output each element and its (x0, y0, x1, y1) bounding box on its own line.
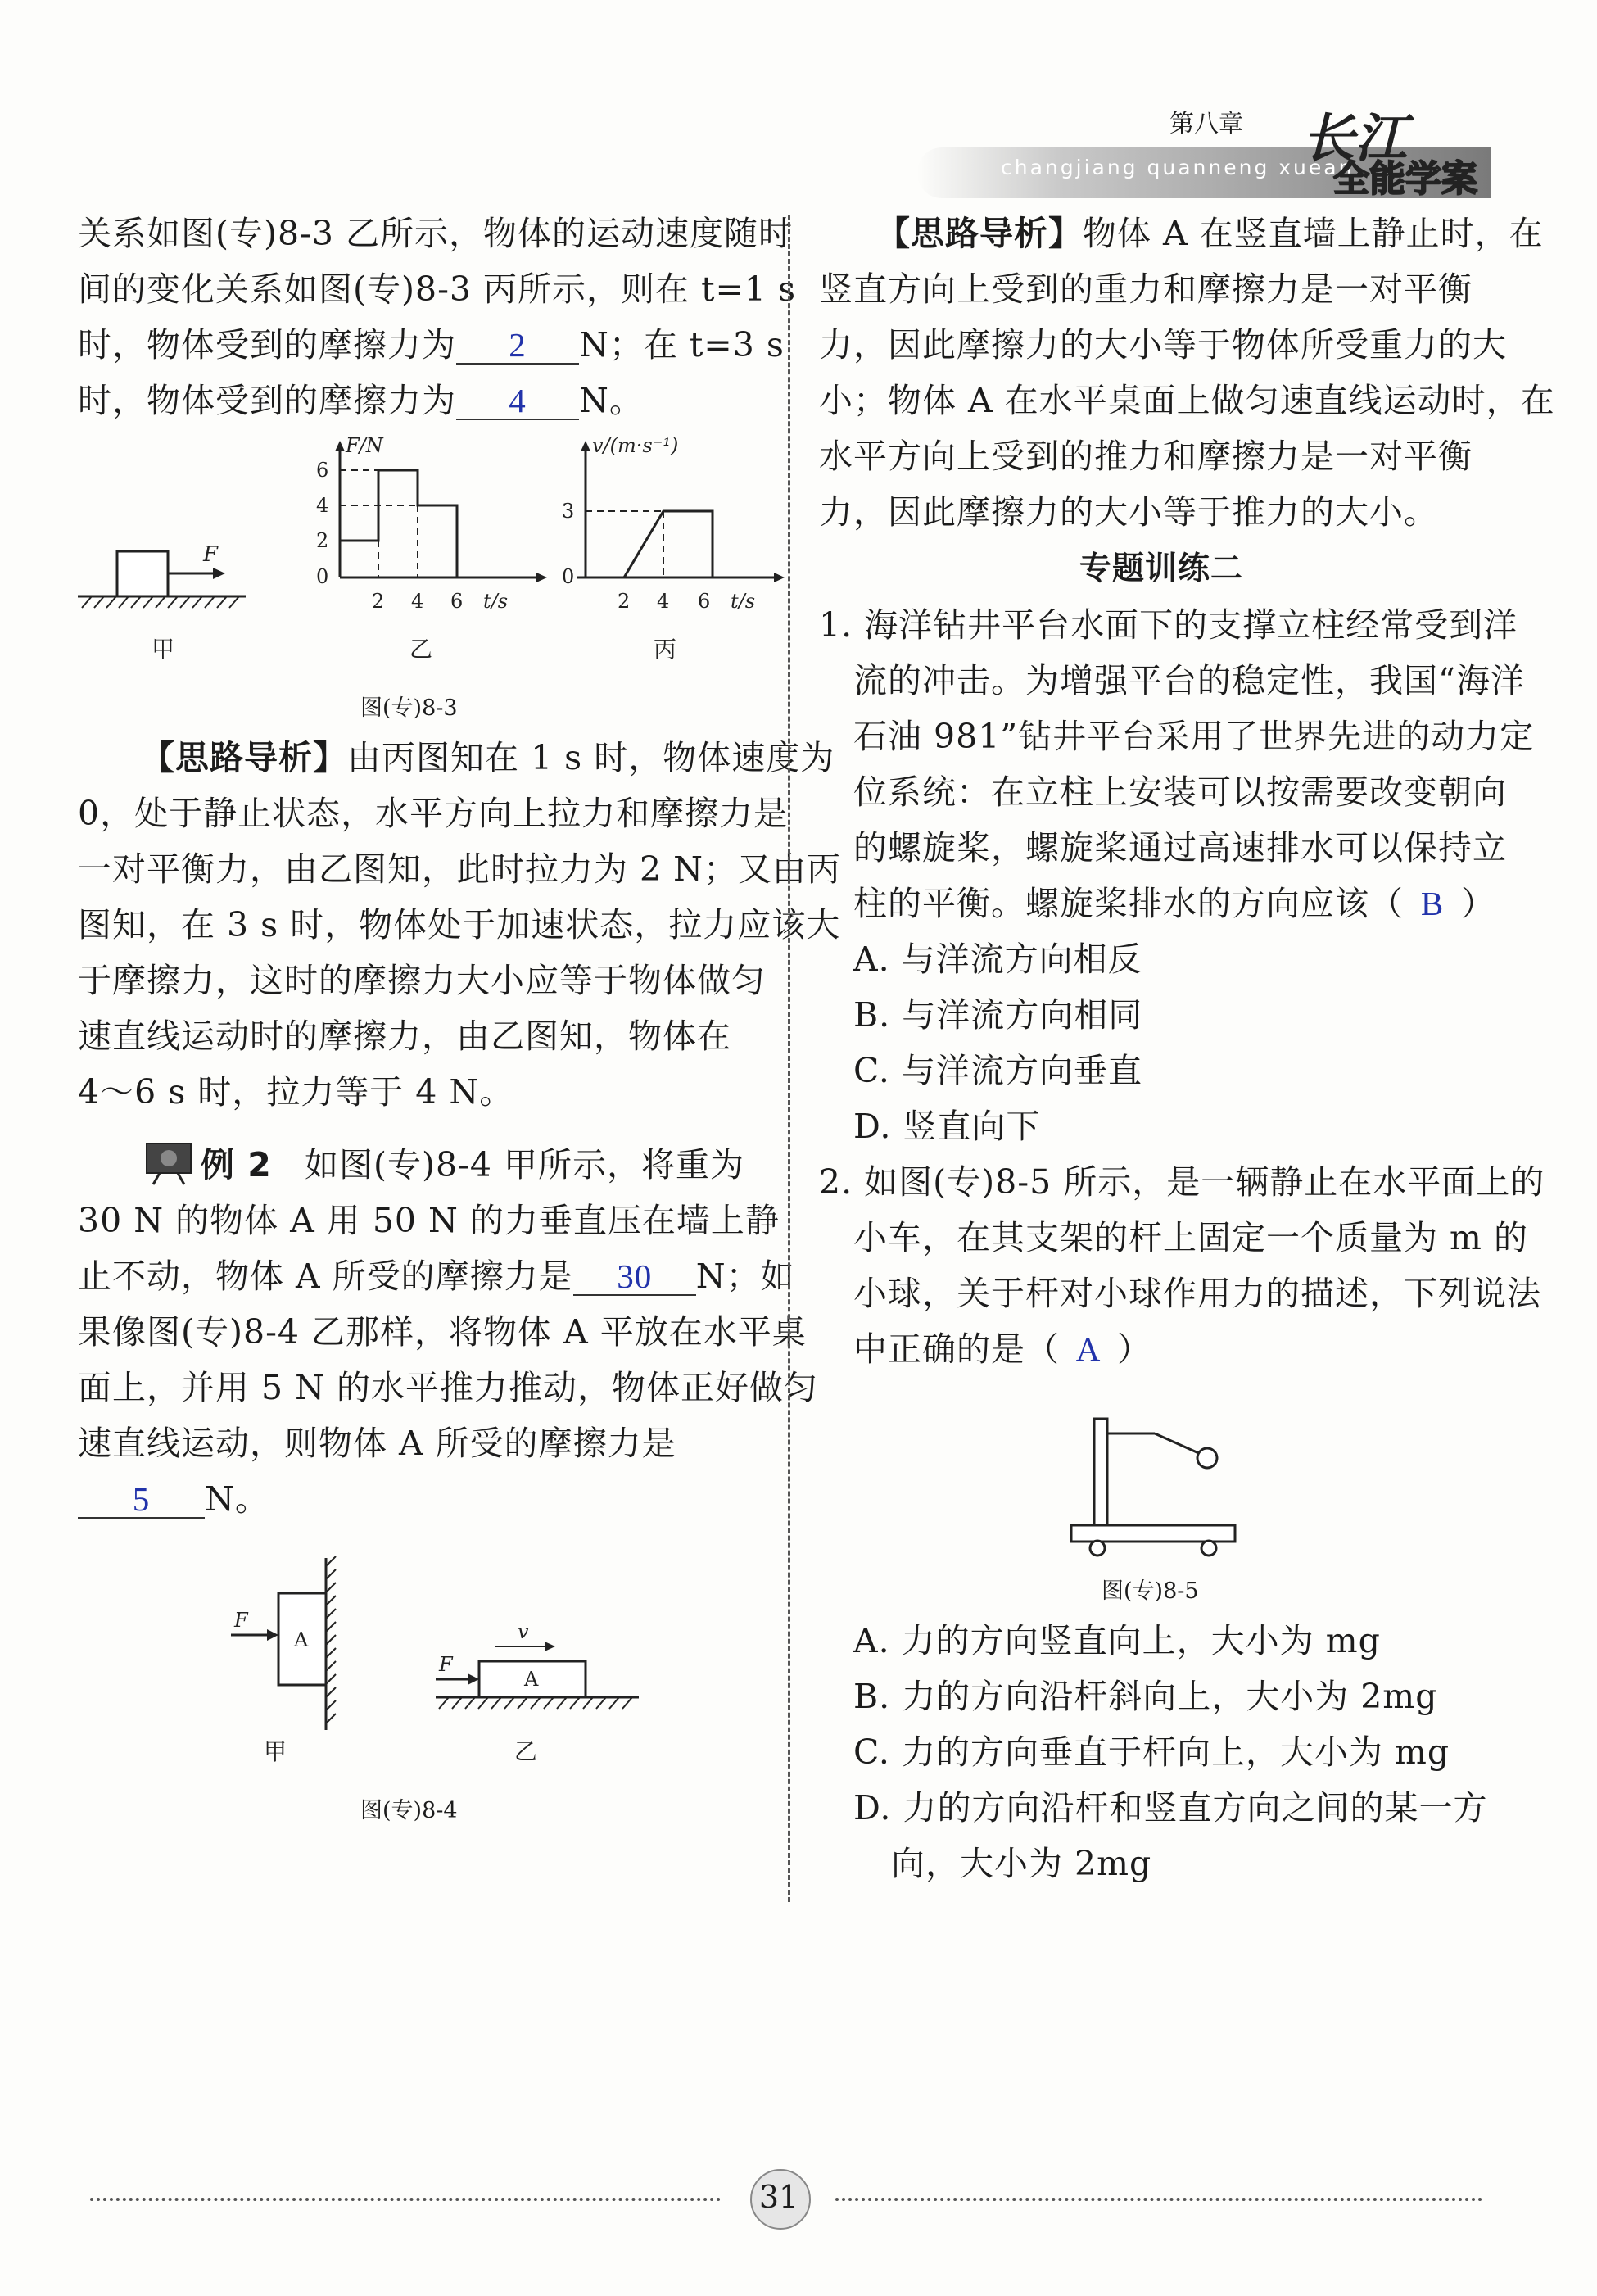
fig83-label-yi: 乙 (409, 636, 433, 663)
answer-blank-ex2-a[interactable]: 30 (573, 1258, 696, 1296)
q2-option-b: B. 力的方向沿杆斜向上，大小为 2mg (853, 1677, 1438, 1716)
q2-option-c: C. 力的方向垂直于杆向上，大小为 mg (853, 1732, 1450, 1772)
fig83-bing-ytick-3: 3 (562, 500, 575, 523)
footer-right-rule (835, 2198, 1482, 2201)
fig84-jia-force: F (234, 1609, 248, 1632)
ex2-line6: 速直线运动，则物体 A 所受的摩擦力是 (78, 1424, 676, 1463)
fig83-jia-force: F (203, 542, 219, 567)
right-hint-line2: 竖直方向上受到的重力和摩擦力是一对平衡 (819, 269, 1473, 309)
ex2-line1: 如图(专)8-4 甲所示，将重为 (305, 1145, 745, 1184)
fig83-bing-ytick-0: 0 (562, 565, 575, 588)
left-hint-line4: 图知，在 3 s 时，物体处于加速状态，拉力应该大 (78, 905, 841, 944)
left-hint-line1: 【思路导析】由丙图知在 1 s 时，物体速度为 (141, 738, 835, 777)
fig84-caption: 图(专)8-4 (360, 1798, 458, 1823)
left-p1-line3: 时，物体受到的摩擦力为 2 N；在 t=3 s (78, 325, 785, 365)
ex2-line5: 面上，并用 5 N 的水平推力推动，物体正好做匀 (78, 1368, 819, 1407)
right-hint-line4: 小；物体 A 在水平桌面上做匀速直线运动时，在 (819, 381, 1555, 420)
section-title: 专题训练二 (1079, 550, 1244, 587)
q1-line5: 的螺旋桨，螺旋桨通过高速排水可以保持立 (853, 828, 1507, 867)
right-hint-line3: 力，因此摩擦力的大小等于物体所受重力的大 (819, 325, 1507, 365)
answer-blank-t1[interactable]: 2 (456, 327, 579, 365)
fig83-label-jia: 甲 (152, 636, 175, 663)
q2-option-d-line2: 向，大小为 2mg (891, 1844, 1152, 1883)
series-subtitle: changjiang quanneng xuean (1001, 156, 1355, 179)
figure-8-4 (213, 1548, 672, 1777)
fig83-yi-xtick-6: 6 (450, 590, 464, 613)
right-hint-line6: 力，因此摩擦力的大小等于推力的大小。 (819, 492, 1438, 532)
fig84-label-yi: 乙 (514, 1738, 538, 1765)
right-hint-line1: 【思路导析】物体 A 在竖直墙上静止时，在 (876, 214, 1544, 253)
fig83-label-bing: 丙 (654, 636, 677, 663)
fig84-yi-block: A (524, 1668, 539, 1691)
answer-blank-ex2-b[interactable]: 5 (78, 1481, 205, 1519)
q1-line2: 流的冲击。为增强平台的稳定性，我国“海洋 (853, 661, 1525, 700)
left-hint-line7: 4～6 s 时，拉力等于 4 N。 (78, 1072, 514, 1112)
fig84-label-jia: 甲 (264, 1738, 287, 1765)
ex2-line7: 5 N。 (78, 1474, 269, 1524)
q1-option-c: C. 与洋流方向垂直 (853, 1051, 1142, 1090)
fig84-jia-block: A (294, 1628, 309, 1651)
q2-answer[interactable]: A (1075, 1330, 1102, 1368)
fig84-yi-force: F (439, 1653, 453, 1676)
q2-line4: 中正确的是（ A ） (853, 1325, 1151, 1374)
fig83-yi-ytick-6: 6 (316, 459, 329, 482)
example-icon (143, 1140, 194, 1186)
q2-option-d-line1: D. 力的方向沿杆和竖直方向之间的某一方 (853, 1788, 1488, 1827)
q1-line4: 位系统：在立柱上安装可以按需要改变朝向 (853, 772, 1507, 812)
fig84-yi-velocity: v (518, 1620, 529, 1643)
fig83-bing-ylabel: v/(m·s⁻¹) (592, 434, 679, 457)
fig83-yi-xtick-2: 2 (372, 590, 385, 613)
left-p1-line4: 时，物体受到的摩擦力为 4 N。 (78, 381, 644, 420)
figure-8-3 (66, 434, 786, 696)
left-hint-line6: 速直线运动时的摩擦力，由乙图知，物体在 (78, 1017, 731, 1056)
fig83-yi-ytick-0: 0 (316, 565, 329, 588)
q2-option-a: A. 力的方向竖直向上，大小为 mg (853, 1621, 1381, 1660)
q2-line3: 小球，关于杆对小球作用力的描述，下列说法 (853, 1274, 1541, 1313)
ex2-line4: 果像图(专)8-4 乙那样，将物体 A 平放在水平桌 (78, 1312, 807, 1352)
fig83-yi-ytick-4: 4 (316, 494, 329, 517)
fig83-yi-ylabel: F/N (346, 434, 383, 457)
figure-8-5 (1056, 1401, 1253, 1565)
q1-option-d: D. 竖直向下 (853, 1107, 1041, 1146)
q1-answer[interactable]: B (1420, 885, 1445, 922)
q2-line2: 小车，在其支架的杆上固定一个质量为 m 的 (853, 1218, 1528, 1257)
right-hint-line5: 水平方向上受到的推力和摩擦力是一对平衡 (819, 437, 1473, 476)
q1-line3: 石油 981”钻井平台采用了世界先进的动力定 (853, 717, 1535, 756)
fig83-caption: 图(专)8-3 (360, 695, 458, 721)
fig84-jia-diagram (231, 1556, 336, 1730)
fig85-caption: 图(专)8-5 (1102, 1578, 1199, 1604)
column-divider (788, 215, 790, 1902)
left-hint-line3: 一对平衡力，由乙图知，此时拉力为 2 N；又由丙 (78, 849, 842, 889)
q2-line1: 2. 如图(专)8-5 所示，是一辆静止在水平面上的 (819, 1162, 1545, 1202)
fig83-jia-diagram (78, 551, 246, 608)
fig83-bing-xtick-2: 2 (618, 590, 631, 613)
fig83-yi-xtick-4: 4 (411, 590, 424, 613)
ex2-line2: 30 N 的物体 A 用 50 N 的力垂直压在墙上静 (78, 1201, 780, 1240)
fig83-bing-xlabel: t/s (731, 590, 756, 613)
left-hint-line2: 0，处于静止状态，水平方向上拉力和摩擦力是 (78, 794, 789, 833)
q1-line1: 1. 海洋钻井平台水面下的支撑立柱经常受到洋 (819, 605, 1518, 645)
fig83-bing-xtick-6: 6 (698, 590, 711, 613)
series-logo-top: 长江 (1302, 108, 1407, 170)
fig83-yi-xlabel: t/s (483, 590, 509, 613)
answer-blank-t3[interactable]: 4 (456, 383, 579, 420)
left-p1-line2: 间的变化关系如图(专)8-3 丙所示，则在 t=1 s (78, 269, 797, 309)
chapter-label: 第八章 (1169, 110, 1243, 138)
page-number: 31 (758, 2179, 799, 2215)
fig83-yi-graph (335, 441, 547, 582)
q1-line6: 柱的平衡。螺旋桨排水的方向应该（ B ） (853, 879, 1495, 928)
fig83-bing-xtick-4: 4 (657, 590, 670, 613)
fig83-bing-graph (577, 441, 785, 582)
left-p1-line1: 关系如图(专)8-3 乙所示，物体的运动速度随时 (78, 214, 794, 253)
left-hint-line5: 于摩擦力，这时的摩擦力大小应等于物体做匀 (78, 961, 766, 1000)
ex2-label: 例 2 (201, 1145, 272, 1184)
series-logo-bottom: 全能学案 (1333, 158, 1477, 200)
footer-left-rule (90, 2198, 721, 2201)
q1-option-b: B. 与洋流方向相同 (853, 995, 1143, 1035)
ex2-line3: 止不动，物体 A 所受的摩擦力是 30 N；如 (78, 1257, 795, 1296)
q1-option-a: A. 与洋流方向相反 (853, 940, 1142, 979)
fig83-yi-ytick-2: 2 (316, 529, 329, 552)
